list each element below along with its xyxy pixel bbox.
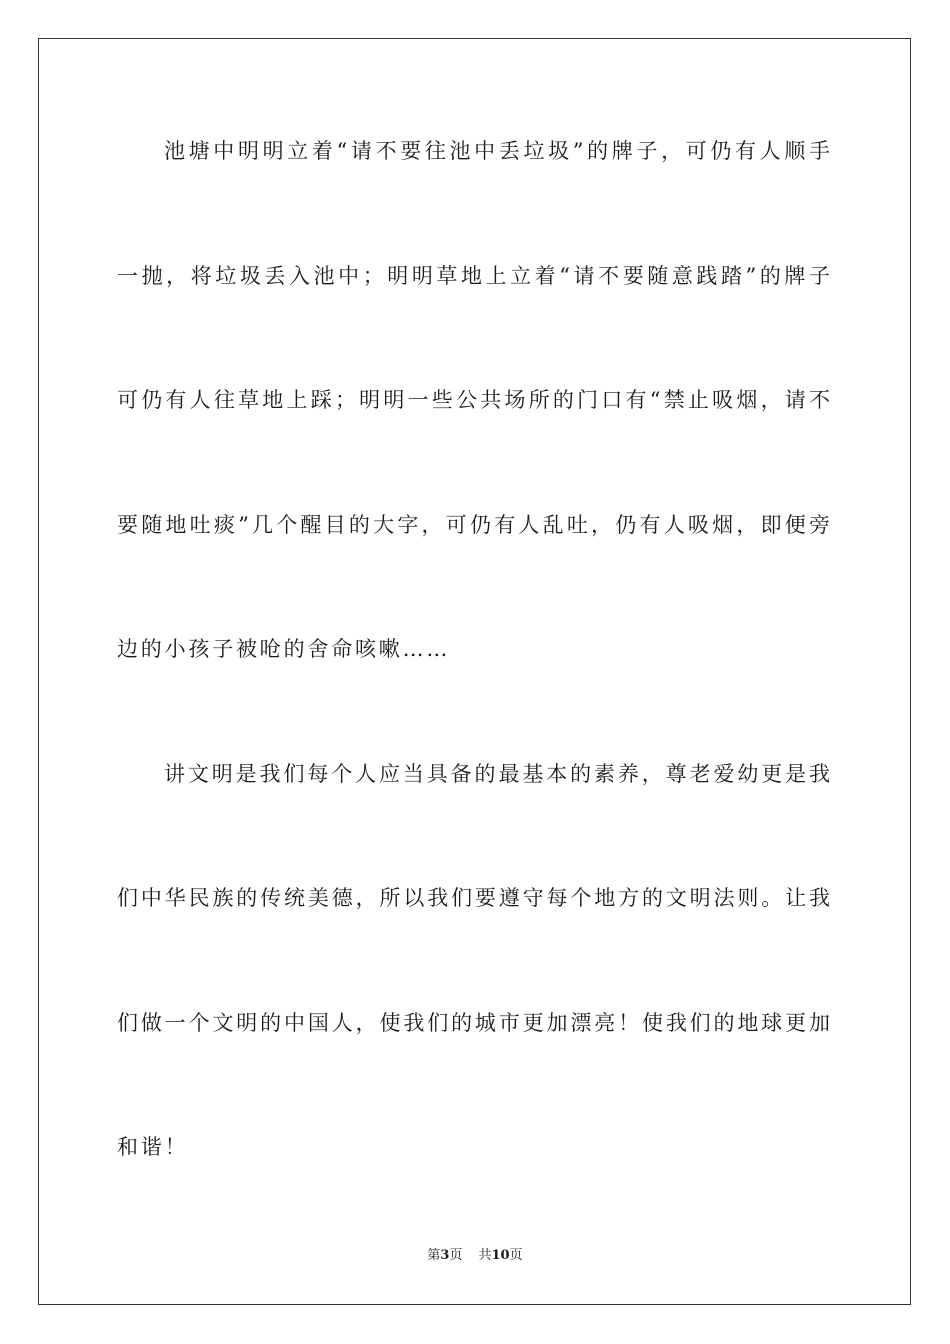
paragraph-line: 边的小孩子被呛的舍命咳嗽…… xyxy=(117,637,451,661)
total-prefix: 共 xyxy=(478,1248,492,1263)
total-pages: 10 xyxy=(491,1248,510,1263)
paragraph-line: 和谐！ xyxy=(117,1135,189,1159)
page-prefix: 第 xyxy=(427,1248,441,1263)
paragraph-line: 可仍有人往草地上踩；明明一些公共场所的门口有“禁止吸烟，请不 xyxy=(117,388,830,412)
page-border xyxy=(38,38,911,1305)
paragraph-line: 池塘中明明立着“请不要往池中丢垃圾”的牌子，可仍有人顺手 xyxy=(164,139,830,163)
page-footer xyxy=(0,1246,950,1266)
page-number: 3 xyxy=(440,1248,450,1263)
total-suffix: 页 xyxy=(509,1248,523,1263)
paragraph-line: 们做一个文明的中国人，使我们的城市更加漂亮！使我们的地球更加 xyxy=(117,1011,830,1035)
page-suffix: 页 xyxy=(449,1248,463,1263)
paragraph-line: 一抛，将垃圾丢入池中；明明草地上立着“请不要随意践踏”的牌子 xyxy=(117,264,830,288)
paragraph-line: 要随地吐痰”几个醒目的大字，可仍有人乱吐，仍有人吸烟，即便旁 xyxy=(117,513,830,537)
paragraph-line: 们中华民族的传统美德，所以我们要遵守每个地方的文明法则。让我 xyxy=(117,886,830,910)
paragraph-line: 讲文明是我们每个人应当具备的最基本的素养，尊老爱幼更是我 xyxy=(164,762,830,786)
